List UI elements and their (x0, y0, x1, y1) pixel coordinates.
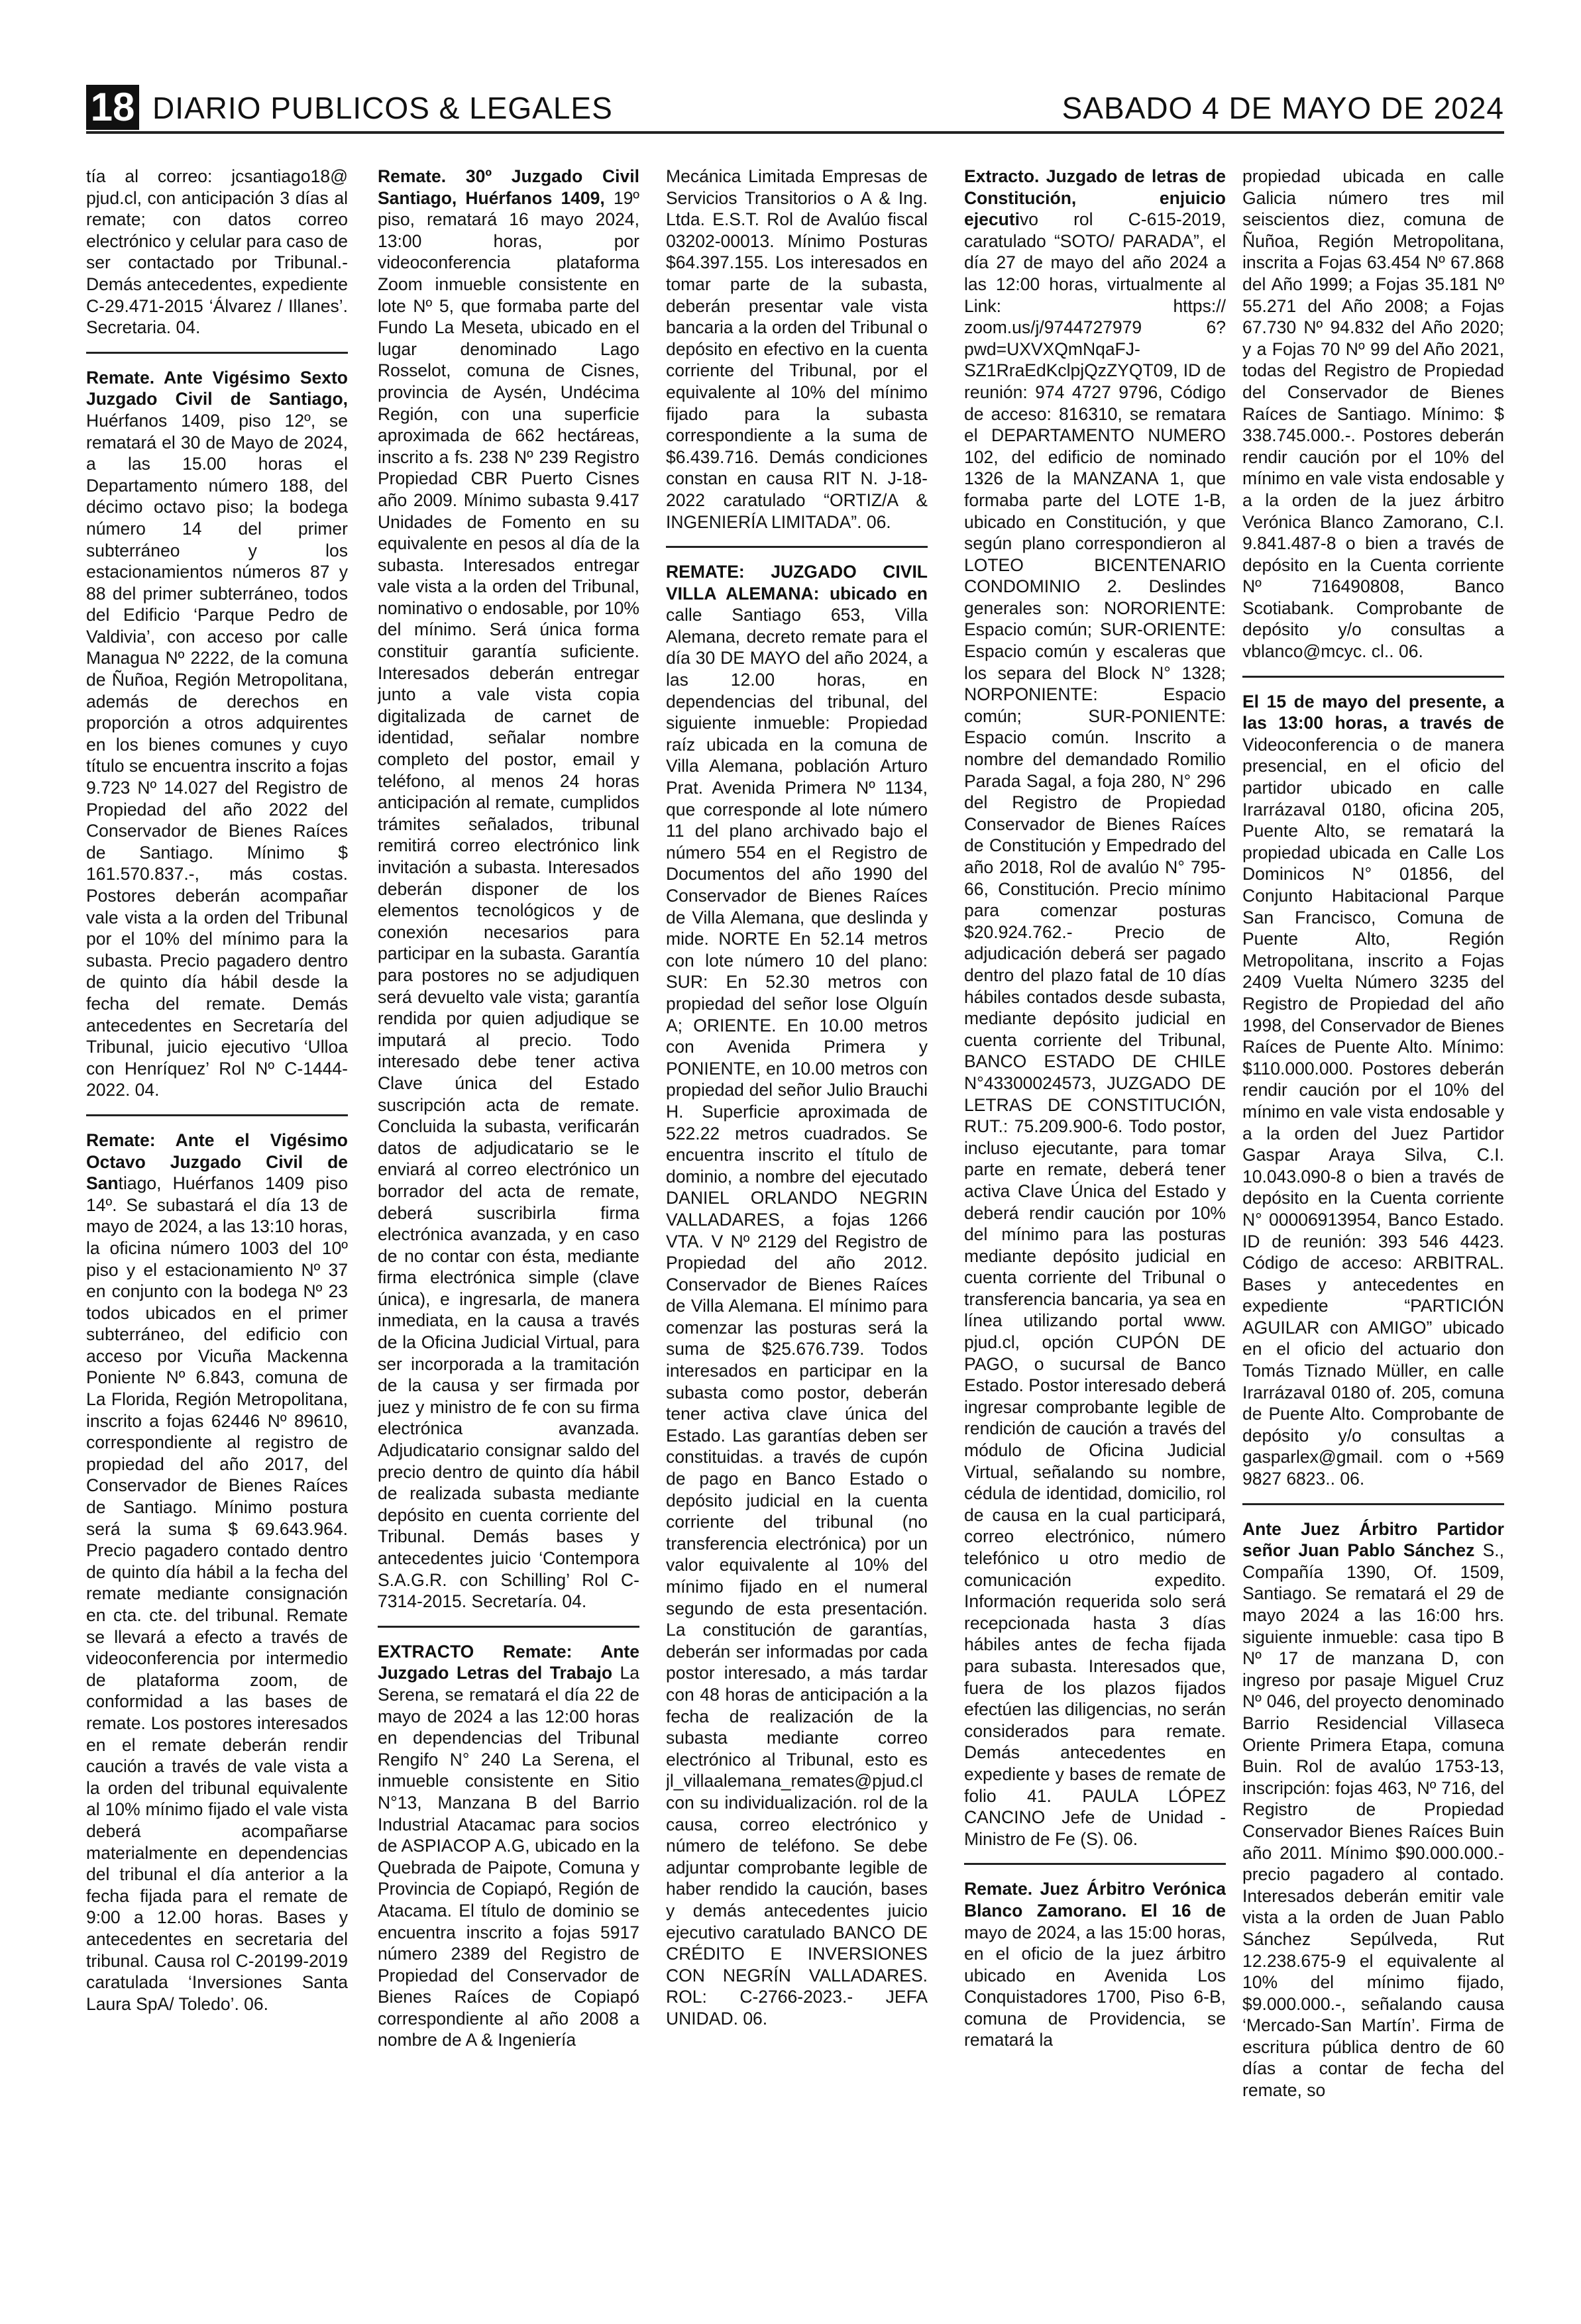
notice-body: mayo de 2024, a las 15:00 horas, en el oficio de la juez árbitro ubicado en Avenida Los Conquistadores 1700, Piso 6-B, comuna de Providencia, se rematará la (964, 1922, 1226, 2050)
notice-lead: El 15 de mayo del presente, a las 13:00 horas, a través de (1242, 691, 1504, 733)
notice-body: tiago, Huérfanos 1409 piso 14º. Se subastará el día 13 de mayo de 2024, a las 13:10 horas, la oficina número 1003 del 10º piso y el estacionamiento Nº 37 en conjunto con la bodega Nº 23 todos ubicados en el primer subterráneo, del edificio con acceso por Vicuña Mackenna Poniente Nº 6.843, comuna de La Florida, Región Metropolitana, inscrito a fojas 62446 Nº 89610, correspondiente al registro de propiedad del año 2017, del Conservador de Bienes Raíces de Santiago. Mínimo postura será la suma $ 69.643.964. Precio pagadero contado dentro de quinto día hábil a la fecha del remate mediante consignación en cta. cte. del tribunal. Remate se llevará a efecto a través de videoconferencia por intermedio de plataforma zoom, de conformidad a las bases de remate. Los postores interesados en el remate deberán rendir caución a través de vale vista a la orden del tribunal equivalente al 10% mínimo fijado el vale vista deberá acompañarse materialmente en dependencias del tribunal el día anterior a la fecha fijada para el remate de 9:00 a 12.00 horas. Bases y antecedentes en secretaria del tribunal. Causa rol C-20199-2019 caratulada ‘Inversiones Santa Laura SpA/ Toledo’. 06. (86, 1173, 348, 2014)
notice-body: vo rol C-615-2019, caratulado “SOTO/ PARADA”, el día 27 de mayo del año 2024 a las 12:00 horas, virtualmente al Link: https:// zoom.us/j/9744727979 6?pwd=UXVXQmNqaFJ-SZ1RraEdKclpjQzZYQT09, ID de reunión: 974 4727 9796, Código de acceso: 816310, se rematara el DEPARTAMENTO NUMERO 102, del edificio de nominado 1326 de la MANZANA 1, que formaba parte del LOTE 1-B, ubicado en Constitución, y que según plano correspondieron al LOTEO BICENTENARIO CONDOMINIO 2. Deslindes generales son: NORORIENTE: Espacio común; SUR-ORIENTE: Espacio común y escaleras que los separa del Block N° 1328; NORPONIENTE: Espacio común; SUR-PONIENTE: Espacio común. Inscrito a nombre del demandado Romilio Parada Sagal, a foja 280, N° 296 del Registro de Propiedad Conservador de Bienes Raíces de Constitución y Empedrado del año 2018, Rol de avalúo N° 795-66, Constitución. Precio mínimo para comenzar posturas $20.924.762.- Precio de adjudicación deberá ser pagado dentro del plazo fatal de 10 días hábiles contados desde subasta, mediante depósito judicial en cuenta corriente del Tribunal, BANCO ESTADO DE CHILE N°43300024573, JUZGADO DE LETRAS DE CONSTITUCIÓN, RUT.: 75.209.900-6. Todo postor, incluso ejecutante, para tomar parte en remate, deberá tener activa Clave Única del Estado y deberá rendir caución por 10% del mínimo para las posturas mediante depósito judicial en cuenta corriente del Tribunal o transferencia bancaria, ya sea en línea utilizando portal www. pjud.cl, opción CUPÓN DE PAGO, o sucursal de Banco Estado. Postor interesado deberá ingresar comprobante legible de rendición de caución a través del módulo de Oficina Judicial Virtual, señalando su nombre, cédula de identidad, domicilio, rol de causa en la cual participará, correo electrónico, número telefónico u otro medio de comunicación expedito. Información requerida solo será recepcionada hasta 3 días hábiles antes de fecha fijada para subasta. Interesados que, fuera de los plazos fijados efectúen las diligencias, no serán considerados para remate. Demás antecedentes en expediente y bases de remate de folio 41. PAULA LÓPEZ CANCINO Jefe de Unidad - Ministro de Fe (S). 06. (964, 209, 1226, 1849)
legal-notice (378, 166, 639, 1628)
notice-lead: Remate: Ante el Vigésimo Octavo Juzgado Civil de San (86, 1130, 348, 1194)
column-3 (666, 166, 928, 2299)
notice-lead: REMATE: JUZGADO CIVIL VILLA ALEMANA: ubicado en (666, 562, 928, 604)
column-5 (1242, 166, 1504, 2299)
notice-body: calle Santiago 653, Villa Alemana, decreto remate para el día 30 DE MAYO del año 2024, a las 12.00 horas, en dependencias del tribunal, del siguiente inmueble: Propiedad raíz ubicada en la comuna de Villa Alemana, población Arturo Prat. Avenida Primera Nº 1134, que corresponde al lote número 11 del plano archivado bajo el número 554 en el Registro de Documentos del año 1990 del Conservador de Bienes Raíces de Villa Alemana, que deslinda y mide. NORTE En 52.14 metros con lote número 10 del plano: SUR: En 52.30 metros con propiedad del señor lose Olguín A; ORIENTE. En 10.00 metros con Avenida Primera y PONIENTE, en 10.00 metros con propiedad del señor Julio Brauchi H. Superficie aproximada de 522.22 metros cuadrados. Se encuentra inscrito el título de dominio, a nombre del ejecutado DANIEL ORLANDO NEGRIN VALLADARES, a fojas 1266 VTA. V Nº 2129 del Registro de Propiedad del año 2012. Conservador de Bienes Raíces de Villa Alemana. El mínimo para comenzar las posturas será la suma de $25.676.739. Todos interesados en participar en la subasta como postor, deberán tener activa clave única del Estado. Las garantías deben ser constituidas. a través de cupón de pago en Banco Estado o depósito judicial en la cuenta corriente del tribunal (no transferencia electrónica) por un valor equivalente al 10% del mínimo fijado en el numeral segundo de esta presentación. La constitución de garantías, deberán ser informadas por cada postor interesado, a más tardar con 48 horas de anticipación a la fecha de realización de la subasta mediante correo electrónico al Tribunal, esto es jl_villaalemana_remates@pjud.cl con su individualización. rol de la causa, correo electrónico y número de teléfono. Se debe adjuntar comprobante legible de haber rendido la caución, bases y demás antecedentes juicio ejecutivo caratulado BANCO DE CRÉDITO E INVERSIONES CON NEGRÍN VALLADARES. ROL: C-2766-2023.- JEFA UNIDAD. 06. (666, 605, 928, 2029)
legal-notice (86, 367, 348, 1116)
notice-body: propiedad ubicada en calle Galicia número tres mil seiscientos diez, comuna de Ñuñoa, Región Metropolitana, inscrita a Fojas 63.454 Nº 67.868 del Año 1999; a Fojas 35.181 Nº 55.271 del Año 2008; a Fojas 67.730 Nº 94.832 del Año 2020; y a Fojas 70 Nº 99 del Año 2021, todas del Registro de Propiedad del Conservador de Bienes Raíces de Santiago. Mínimo: $ 338.745.000.-. Postores deberán rendir caución por el 10% del mínimo en vale vista endosable y a la orden de la juez árbitro Verónica Blanco Zamorano, C.I. 9.841.487-8 o bien a través de depósito en la Cuenta corriente Nº 716490808, Banco Scotiabank. Comprobante de depósito y/o consultas a vblanco@mcyc. cl.. 06. (1242, 166, 1504, 662)
notice-lead: Remate. Juez Árbitro Verónica Blanco Zamorano. El 16 de (964, 1879, 1226, 1921)
legal-notice (86, 1130, 348, 2028)
notice-body: Huérfanos 1409, piso 12º, se rematará el 30 de Mayo de 2024, a las 15.00 horas el Departamento número 188, del décimo octavo piso; la bodega número 14 del primer subterráneo y los estacionamientos números 87 y 88 del primer subterráneo, todos del Edificio ‘Parque Pedro de Valdivia’, con acceso por calle Managua Nº 2222, de la comuna de Ñuñoa, Región Metropolitana, además de derechos en proporción a otros adquirentes en los bienes comunes y cuyo título se encuentra inscrito a fojas 9.723 Nº 14.027 del Registro de Propiedad del año 2022 del Conservador de Bienes Raíces de Santiago. Mínimo $ 161.570.837.-, más costas. Postores deberán acompañar vale vista a la orden del Tribunal por el 10% del mínimo para la subasta. Precio pagadero dentro de quinto día hábil desde la fecha del remate. Demás antecedentes en Secretaría del Tribunal, juicio ejecutivo ‘Ulloa con Henríquez’ Rol Nº C-1444-2022. 04. (86, 410, 348, 1100)
page-header (86, 85, 1504, 134)
column-4 (964, 166, 1226, 2299)
legal-notice (964, 166, 1226, 1865)
notice-body: 19º piso, rematará 16 mayo 2024, 13:00 horas, por videoconferencia plataforma Zoom inmueble consistente en lote Nº 5, que formaba parte del Fundo La Meseta, ubicado en el lugar denominado Lago Rosselot, comuna de Cisnes, provincia de Aysén, Undécima Región, con una superficie aproximada de 662 hectáreas, inscrito a fs. 238 Nº 239 Registro Propiedad CBR Puerto Cisnes año 2009. Mínimo subasta 9.417 Unidades de Fomento en su equivalente en pesos al día de la subasta. Interesados entregar vale vista a la orden del Tribunal, nominativo o endosable, por 10% del mínimo. Será única forma constituir garantía suficiente. Interesados deberán entregar junto a vale vista copia digitalizada de carnet de identidad, señalar nombre completo del postor, email y teléfono, al menos 24 horas anticipación al remate, cumplidos trámites señalados, tribunal remitirá correo electrónico link invitación a subasta. Interesados deberán disponer de los elementos tecnológicos y de conexión necesarios para participar en la subasta. Garantía para postores no se adjudiquen será devuelto vale vista; garantía rendida por quien adjudique se imputará al precio. Todo interesado debe tener activa Clave única del Estado suscripción acta de remate. Concluida la subasta, verificarán datos de adjudicatario se le enviará al correo electrónico un borrador del acta de remate, deberá suscribirla firma electrónica avanzada, y en caso de no contar con ésta, mediante firma electrónica simple (clave única), e ingresarla, de manera inmediata, en la causa a través de la Oficina Judicial Virtual, para ser incorporada a la tramitación de la causa y ser firmada por juez y ministro de fe con su firma electrónica avanzada. Adjudicatario consignar saldo del precio dentro de quinto día hábil de realizada subasta mediante depósito en cuenta corriente del Tribunal. Demás bases y antecedentes juicio ‘Contempora S.A.G.R. con Schilling’ Rol C-7314-2015. Secretaría. 04. (378, 187, 639, 1612)
page-number: 18 (86, 85, 139, 130)
notice-columns (86, 166, 1504, 2299)
notice-body: Videoconferencia o de manera presencial, en el oficio del partidor ubicado en calle Irarrázaval 0180, oficina 205, Puente Alto, se rematará la propiedad ubicada en Calle Los Dominicos N° 01856, del Conjunto Habitacional Parque San Francisco, Comuna de Puente Alto, Región Metropolitana, inscrito a Fojas 2409 Vuelta Número 3235 del Registro de Propiedad del año 1998, del Conservador de Bienes Raíces de Puente Alto. Mínimo: $110.000.000. Postores deberán rendir caución por el 10% del mínimo en vale vista endosable y a la orden del Juez Partidor Gaspar Araya Silva, C.I. 10.043.090-8 o bien a través de depósito en la Cuenta corriente N° 00006913954, Banco Estado. ID de reunión: 393 546 4423. Código de acceso: ARBITRAL. Bases y antecedentes en expediente “PARTICIÓN AGUILAR con AMIGO” ubicado en el oficio del actuario don Tomás Tiznado Müller, en calle Irarrázaval 0180 of. 205, comuna de Puente Alto. Comprobante de depósito y/o consultas a gasparlex@gmail. com o +569 9827 6823.. 06. (1242, 734, 1504, 1489)
notice-body: S., Compañía 1390, Of. 1509, Santiago. Se rematará el 29 de mayo 2024 a las 16:00 hrs. siguiente inmueble: casa tipo B Nº 17 de manzana D, con ingreso por pasaje Miguel Cruz Nº 046, del proyecto denominado Barrio Residencial Villaseca Oriente Primera Etapa, comuna Buin. Rol de avalúo 1753-13, inscripción: fojas 463, Nº 716, del Registro de Propiedad Conservador Bienes Raíces Buin año 2011. Mínimo $90.000.000.- precio pagadero al contado. Interesados deberán emitir vale vista a la orden de Juan Pablo Sánchez Sepúlveda, Rut 12.238.675-9 el equivalente al 10% del mínimo fijado, $9.000.000.-, señalando causa ‘Mercado-San Martín’. Firma de escritura pública dentro de 60 días a contar de fecha del remate, so (1242, 1540, 1504, 2101)
legal-notice (666, 166, 928, 548)
legal-notice (1242, 691, 1504, 1505)
notice-lead: Remate. 30º Juzgado Civil Santiago, Huérfanos 1409, (378, 166, 639, 208)
publication-date: SABADO 4 DE MAYO DE 2024 (1062, 91, 1504, 125)
column-1 (86, 166, 348, 2299)
notice-body: tía al correo: jcsantiago18@ pjud.cl, con anticipación 3 días al remate; con datos correo electrónico y celular para caso de ser contactado por Tribunal.- Demás antecedentes, expediente C-29.471-2015 ‘Álvarez / Illanes’. Secretaria. 04. (86, 166, 348, 338)
notice-body: Mecánica Limitada Empresas de Servicios Transitorios o A & Ing. Ltda. E.S.T. Rol de Avalúo fiscal 03202-00013. Mínimo Posturas $64.397.155. Los interesados en tomar parte de la subasta, deberán presentar vale vista bancaria a la orden del Tribunal o depósito en efectivo en la cuenta corriente del Tribunal, por el equivalente al 10% del mínimo fijado para la subasta correspondiente a la suma de $6.439.716. Demás condiciones constan en causa RIT N. J-18-2022 caratulado “ORTIZ/A & INGENIERÍA LIMITADA”. 06. (666, 166, 928, 532)
legal-notice (666, 561, 928, 2042)
notice-lead: EXTRACTO Remate: Ante Juzgado Letras del Trabajo (378, 1641, 639, 1683)
notice-lead: Ante Juez Árbitro Partidor señor Juan Pablo Sánchez (1242, 1518, 1504, 1561)
legal-notice (964, 1878, 1226, 2064)
legal-notice (86, 166, 348, 354)
notice-lead: Remate. Ante Vigésimo Sexto Juzgado Civil de Santiago, (86, 367, 348, 409)
notice-lead: Extracto. Juzgado de letras de Constitución, enjuicio ejecuti (964, 166, 1226, 230)
notice-body: La Serena, se rematará el día 22 de mayo de 2024 a las 12:00 horas en dependencias del Tribunal Rengifo N° 240 La Serena, el inmueble consistente en Sitio N°13, Manzana B del Barrio Industrial Atacamac para socios de ASPIACOP A.G, ubicado en la Quebrada de Paipote, Comuna y Provincia de Copiapó, Región de Atacama. El título de dominio se encuentra inscrito a fojas 5917 número 2389 del Registro de Propiedad del Conservador de Bienes Raíces de Copiapó correspondiente al año 2008 a nombre de A & Ingeniería (378, 1663, 639, 2050)
legal-notice (1242, 166, 1504, 678)
legal-notice (378, 1641, 639, 2064)
column-2 (378, 166, 639, 2299)
publication-name: DIARIO PUBLICOS & LEGALES (152, 91, 613, 125)
legal-notice (1242, 1518, 1504, 2115)
